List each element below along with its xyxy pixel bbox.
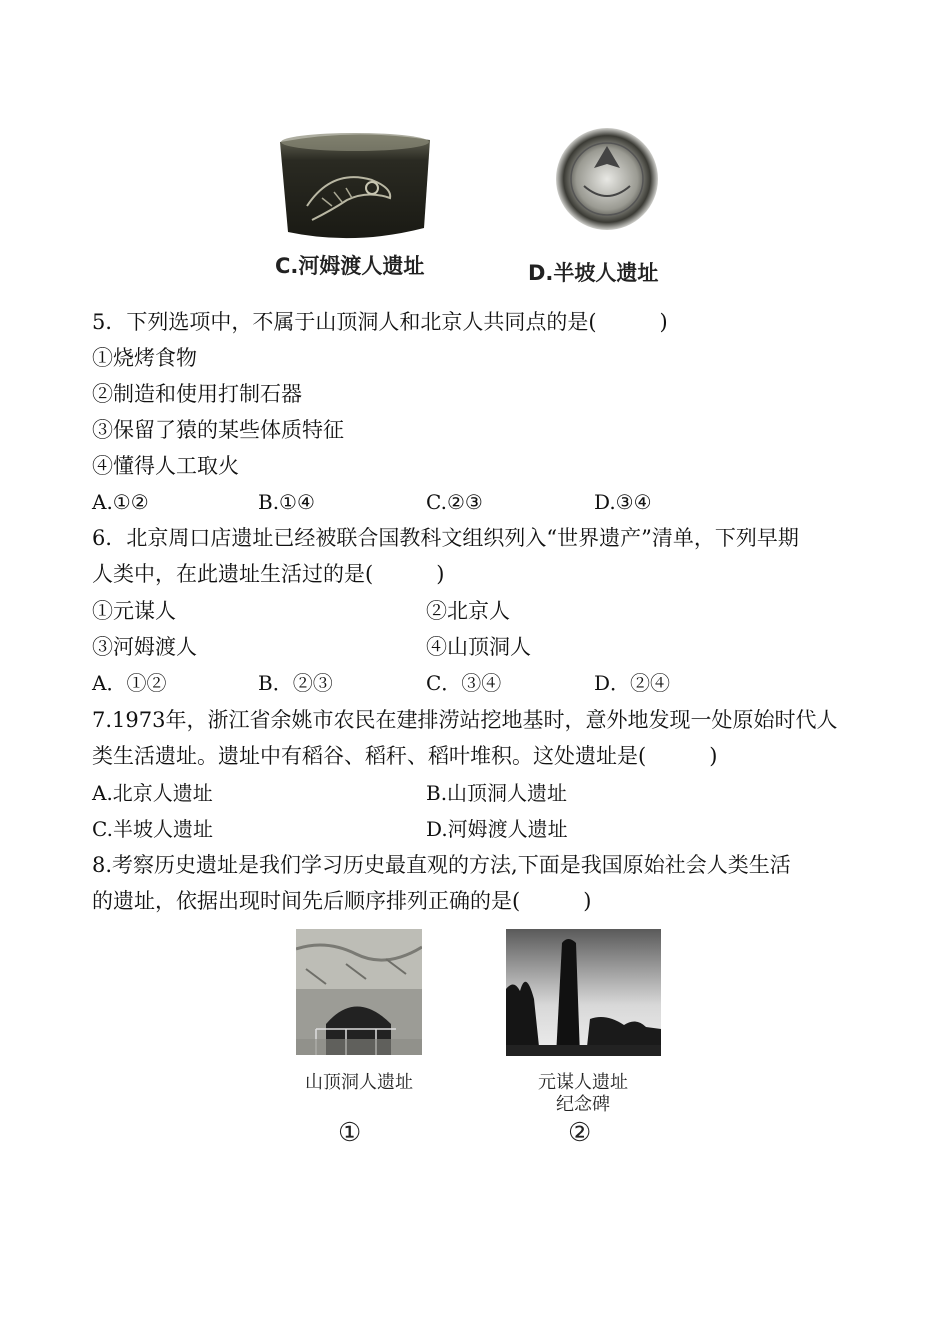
q5-item-4: ④懂得人工取火 xyxy=(92,454,239,478)
q6-option-d: D．②④ xyxy=(594,671,671,695)
figure-d-caption: D.半坡人遗址 xyxy=(528,261,659,285)
q5-item-1: ①烧烤食物 xyxy=(92,346,197,370)
q7-option-a: A.北京人遗址 xyxy=(92,781,213,805)
question-7-stem-line2: 类生活遗址。遗址中有稻谷、稻秆、稻叶堆积。这处遗址是( ) xyxy=(92,744,718,768)
question-5-stem: 5．下列选项中，不属于山顶洞人和北京人共同点的是( ) xyxy=(92,310,668,334)
q6-option-b: B．②③ xyxy=(258,671,333,695)
banpo-bowl-image xyxy=(554,126,660,232)
q6-option-c: C．③④ xyxy=(426,671,502,695)
q7-option-b: B.山顶洞人遗址 xyxy=(426,781,568,805)
figure-1-caption: 山顶洞人遗址 xyxy=(305,1072,413,1093)
q6-item-4: ④山顶洞人 xyxy=(426,635,531,659)
figure-2-caption-line1: 元谋人遗址 xyxy=(538,1072,628,1093)
q5-option-b: B.①④ xyxy=(258,490,315,514)
q7-option-c: C.半坡人遗址 xyxy=(92,817,213,841)
question-8-stem-line1: 8.考察历史遗址是我们学习历史最直观的方法,下面是我国原始社会人类生活 xyxy=(92,853,791,877)
figure-2-caption-line2: 纪念碑 xyxy=(556,1094,610,1115)
question-7-stem-line1: 7.1973年，浙江省余姚市农民在建排涝站挖地基时，意外地发现一处原始时代人 xyxy=(92,708,838,732)
q5-item-2: ②制造和使用打制石器 xyxy=(92,382,302,406)
figure-c-caption: C.河姆渡人遗址 xyxy=(275,254,425,278)
question-8-stem-line2: 的遗址，依据出现时间先后顺序排列正确的是( ) xyxy=(92,889,592,913)
yuanmou-memorial-photo xyxy=(506,929,661,1056)
question-6-stem-line1: 6．北京周口店遗址已经被联合国教科文组织列入“世界遗产”清单，下列早期 xyxy=(92,526,799,550)
q6-item-2: ②北京人 xyxy=(426,599,510,623)
upper-cave-site-photo xyxy=(296,929,422,1055)
q5-option-c: C.②③ xyxy=(426,490,483,514)
q5-option-a: A.①② xyxy=(92,490,149,514)
q6-item-3: ③河姆渡人 xyxy=(92,635,197,659)
q6-item-1: ①元谋人 xyxy=(92,599,176,623)
q7-option-d: D.河姆渡人遗址 xyxy=(426,817,568,841)
figure-1-number: ① xyxy=(338,1118,362,1148)
q5-option-d: D.③④ xyxy=(594,490,652,514)
q5-item-3: ③保留了猿的某些体质特征 xyxy=(92,418,344,442)
question-6-stem-line2: 人类中，在此遗址生活过的是( ) xyxy=(92,562,445,586)
hemudu-pottery-image xyxy=(272,128,437,246)
q6-option-a: A．①② xyxy=(92,671,167,695)
figure-2-number: ② xyxy=(568,1118,592,1148)
